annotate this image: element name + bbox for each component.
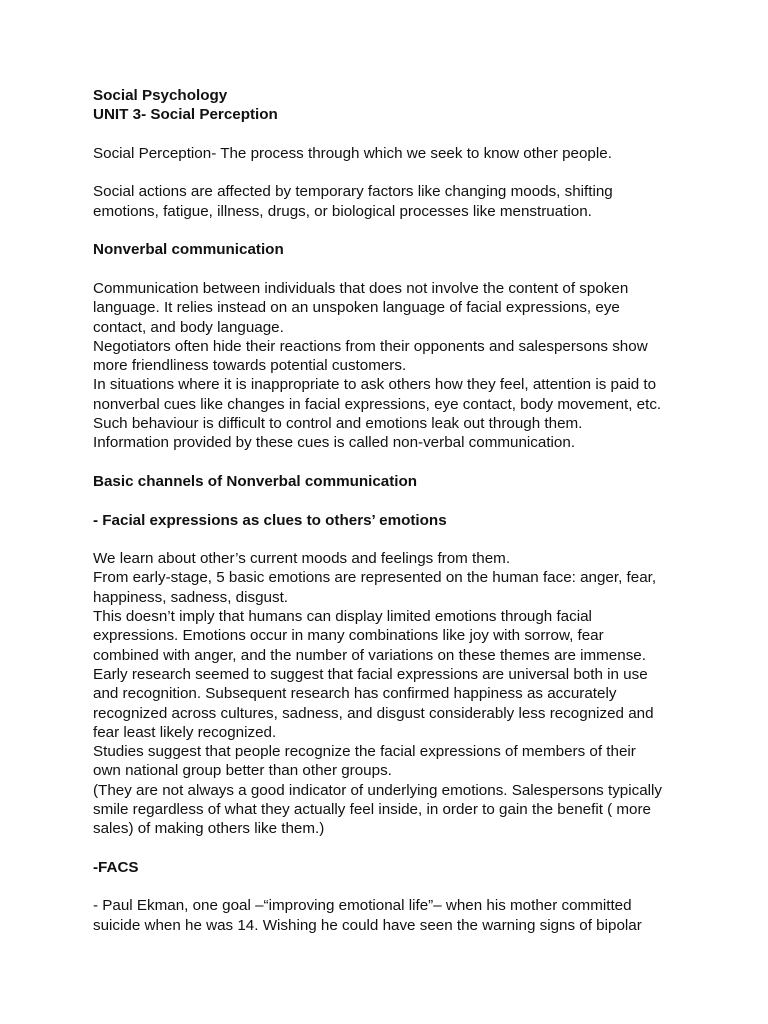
text-line: more friendliness towards potential customers. xyxy=(93,357,407,375)
text-line: suicide when he was 14. Wishing he could have seen the warning signs of bipolar xyxy=(93,916,642,934)
facs-paragraph xyxy=(93,896,693,935)
subsection-heading-facial: - Facial expressions as clues to others’ emotions xyxy=(93,511,447,529)
text-line: - Paul Ekman, one goal –“improving emotional life”– when his mother committed xyxy=(93,897,632,915)
text-line: language. It relies instead on an unspoken language of facial expressions, eye xyxy=(93,299,620,317)
text-line: Negotiators often hide their reactions from their opponents and salespersons show xyxy=(93,337,648,355)
text-line: recognized across cultures, sadness, and disgust considerably less recognized and xyxy=(93,704,654,722)
document-page xyxy=(93,86,693,935)
text-line: Studies suggest that people recognize the facial expressions of members of their xyxy=(93,743,636,761)
text-line: and recognition. Subsequent research has confirmed happiness as accurately xyxy=(93,685,617,703)
text-line: This doesn’t imply that humans can display limited emotions through facial xyxy=(93,608,592,626)
text-line: emotions, fatigue, illness, drugs, or biological processes like menstruation. xyxy=(93,202,592,220)
text-line: Such behaviour is difficult to control and emotions leak out through them. xyxy=(93,415,583,433)
text-line: nonverbal cues like changes in facial expressions, eye contact, body movement, etc. xyxy=(93,395,662,413)
text-line: In situations where it is inappropriate to ask others how they feel, attention is paid to xyxy=(93,376,657,394)
text-line: fear least likely recognized. xyxy=(93,723,277,741)
intro-paragraph xyxy=(93,182,693,221)
text-line: Information provided by these cues is called non-verbal communication. xyxy=(93,434,576,452)
unit-heading: UNIT 3- Social Perception xyxy=(93,106,278,124)
text-line: Social actions are affected by temporary factors like changing moods, shifting xyxy=(93,183,613,201)
section-heading-nonverbal: Nonverbal communication xyxy=(93,241,284,259)
text-line: Early research seemed to suggest that facial expressions are universal both in use xyxy=(93,665,648,683)
text-line: We learn about other’s current moods and feelings from them. xyxy=(93,550,511,568)
nonverbal-paragraph xyxy=(93,279,693,453)
text-line: Communication between individuals that does not involve the content of spoken xyxy=(93,279,629,297)
text-line: sales) of making others like them.) xyxy=(93,820,325,838)
facial-paragraph xyxy=(93,549,693,838)
section-heading-channels: Basic channels of Nonverbal communication xyxy=(93,472,418,490)
section-heading-facs: -FACS xyxy=(93,858,139,876)
text-line: (They are not always a good indicator of underlying emotions. Salespersons typically xyxy=(93,781,662,799)
definition-paragraph: Social Perception- The process through which we seek to know other people. xyxy=(93,144,612,162)
doc-title: Social Psychology xyxy=(93,87,228,104)
text-line: From early-stage, 5 basic emotions are represented on the human face: anger, fear, xyxy=(93,569,657,587)
text-line: smile regardless of what they actually feel inside, in order to gain the benefit ( more xyxy=(93,800,652,818)
text-line: combined with anger, and the number of variations on these themes are immense. xyxy=(93,646,646,664)
text-line: own national group better than other groups. xyxy=(93,762,392,780)
text-line: contact, and body language. xyxy=(93,318,284,336)
text-line: happiness, sadness, disgust. xyxy=(93,588,289,606)
text-line: expressions. Emotions occur in many combinations like joy with sorrow, fear xyxy=(93,627,604,645)
